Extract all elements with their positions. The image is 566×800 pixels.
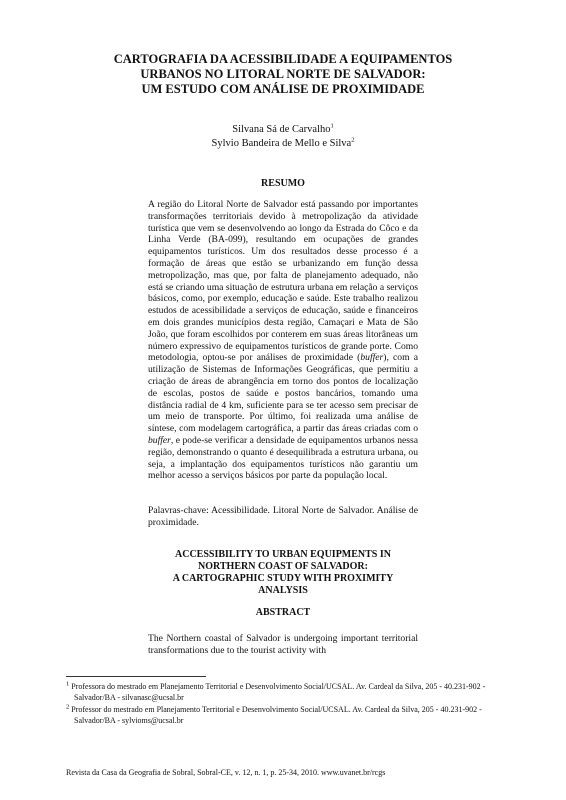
keywords: Palavras-chave: Acessibilidade. Litoral Norte de Salvador. Análise de proximidade. bbox=[148, 505, 418, 528]
journal-footer: Revista da Casa da Geografia de Sobral, Sobral-CE, v. 12, n. 1, p. 25-34, 2010. www.uvanet.br/rcgs bbox=[66, 768, 386, 777]
footnote-mark-1: 1 bbox=[66, 680, 70, 688]
resumo-body bbox=[148, 199, 418, 482]
title-line-2: URBANOS NO LITORAL NORTE DE SALVADOR: bbox=[140, 67, 426, 81]
footnote-divider bbox=[66, 676, 206, 677]
english-title-line-2: NORTHERN COAST OF SALVADOR: bbox=[198, 561, 368, 572]
author-2 bbox=[150, 137, 416, 151]
resumo-italic-buffer: buffer bbox=[360, 352, 384, 364]
footnote-ref-1[interactable]: 1 bbox=[330, 122, 334, 130]
author-1 bbox=[150, 123, 416, 137]
english-title bbox=[148, 549, 418, 597]
footnote-ref-2[interactable]: 2 bbox=[351, 136, 355, 144]
footnote-text-2: Professor do mestrado em Planejamento Territorial e Desenvolvimento Social/UCSAL. Av. Cardeal da Silva, 205 - 40.231-902 - Salvador/BA - sylvioms@ucsal.br bbox=[69, 705, 482, 725]
resumo-heading: RESUMO bbox=[261, 178, 305, 189]
resumo-text-2: ), com a utilização de Sistemas de Informações Geográficas, que permitiu a criação de áreas de abrangência em torno dos pontos de localização de escolas, postos de saúde e postos bancários, tomando uma distância radial de 4 km, suficiente para se ter acesso sem precisar de um meio de transporte. Por último, foi realizada uma análise de síntese, com modelagem cartográfica, a partir das áreas criadas com o bbox=[148, 352, 419, 435]
title-line-1: CARTOGRAFIA DA ACESSIBILIDADE A EQUIPAMENTOS bbox=[113, 52, 453, 66]
author-list bbox=[150, 123, 416, 151]
resumo-italic-buffer-2: buffer bbox=[148, 434, 171, 446]
paper-title bbox=[60, 52, 506, 97]
resumo-text-3: , e pode-se verificar a densidade de equipamentos urbanos nessa região, demonstrando o quanto é desequilibrada a estrutura urbana, ou seja, a implantação dos equipamentos turísticos não garantiu um melhor acesso a serviços básicos por parte da população local. bbox=[148, 434, 418, 482]
english-title-line-4: ANALYSIS bbox=[258, 585, 308, 596]
author-name: Silvana Sá de Carvalho bbox=[232, 124, 331, 135]
resumo-text-1: A região do Litoral Norte de Salvador está passando por importantes transformações territoriais devido à metropolização da atividade turística que vem se desenvolvendo ao longo da Estrada do Côco e da Linha Verde (BA-099), resultando em ocupações de grandes equipamentos turísticos. Um dos resultados desse processo é a formação de áreas que estão se urbanizando em função dessa metropolização, mas que, por falta de planejamento adequado, não está se criando uma situação de estrutura urbana em relação a serviços básicos, como, por exemplo, educação e saúde. Este trabalho realizou estudos de acessibilidade a serviços de educação, saúde e financeiros em dois grandes municípios desta região, Camaçari e Mata de São João, que foram escolhidos por conterem em suas áreas litorâneas um número expressivo de equipamentos turísticos de grande porte. Como metodologia, optou-se por análises de proximidade ( bbox=[148, 199, 418, 364]
english-title-line-1: ACCESSIBILITY TO URBAN EQUIPMENTS IN bbox=[175, 549, 391, 560]
footnote-2 bbox=[66, 705, 506, 726]
abstract-body: The Northern coastal of Salvador is undergoing important territorial transformations due to the tourist activity with bbox=[148, 633, 418, 656]
english-title-line-3: A CARTOGRAPHIC STUDY WITH PROXIMITY bbox=[172, 573, 394, 584]
author-name: Sylvio Bandeira de Mello e Silva bbox=[211, 138, 352, 149]
footnotes bbox=[66, 682, 506, 728]
title-line-3: UM ESTUDO COM ANÁLISE DE PROXIMIDADE bbox=[141, 82, 425, 96]
footnote-1 bbox=[66, 682, 506, 703]
footnote-mark-2: 2 bbox=[66, 703, 70, 711]
abstract-heading: ABSTRACT bbox=[255, 607, 311, 618]
footnote-text-1: Professora do mestrado em Planejamento Territorial e Desenvolvimento Social/UCSAL. Av. Cardeal da Silva, 205 - 40.231-902 - Salvador/BA - silvanasc@ucsal.br bbox=[69, 682, 486, 702]
